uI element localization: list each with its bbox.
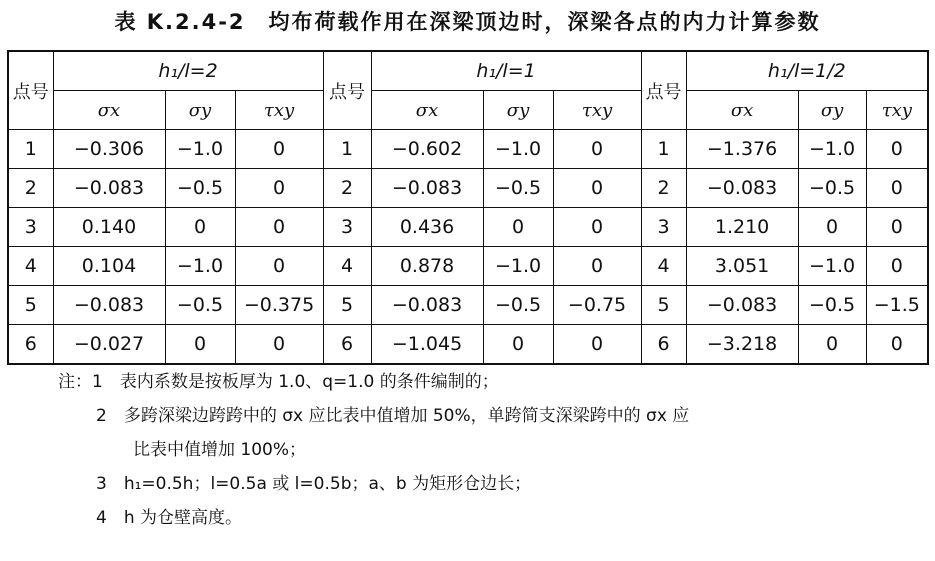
tau-xy-value: 0 (235, 130, 323, 169)
note-3: 3 h₁=0.5h；l=0.5a 或 l=0.5b；a、b 为矩形仓边长； (96, 474, 532, 494)
sub-header-tau-xy: τxy (866, 91, 928, 130)
tau-xy-value: 0 (235, 169, 323, 208)
sigma-x-value: −0.027 (53, 325, 165, 365)
sigma-x-value: 0.140 (53, 208, 165, 247)
sigma-x-value: −0.306 (53, 130, 165, 169)
point-number: 5 (641, 286, 686, 325)
tau-xy-value: 0 (235, 208, 323, 247)
sigma-y-value: −0.5 (798, 169, 866, 208)
header-row-groups (8, 51, 928, 91)
sigma-x-value: −0.083 (371, 169, 483, 208)
sigma-y-value: 0 (798, 325, 866, 365)
point-number: 2 (323, 169, 371, 208)
table-title: 表 K.2.4-2 均布荷载作用在深梁顶边时，深梁各点的内力计算参数 (114, 10, 821, 34)
point-number: 3 (8, 208, 53, 247)
sigma-y-value: −1.0 (483, 247, 553, 286)
tau-xy-value: −1.5 (866, 286, 928, 325)
table-row (8, 325, 928, 365)
table-row (8, 208, 928, 247)
point-number: 4 (323, 247, 371, 286)
sub-header-sigma-x: σx (53, 91, 165, 130)
point-number: 3 (641, 208, 686, 247)
sigma-x-value: 0.104 (53, 247, 165, 286)
sigma-y-value: −1.0 (483, 130, 553, 169)
point-header-2: 点号 (323, 51, 371, 130)
note-2: 2 多跨深梁边跨跨中的 σx 应比表中值增加 50%，单跨简支深梁跨中的 σx 应 (96, 406, 690, 426)
table-row (8, 169, 928, 208)
sub-header-tau-xy: τxy (553, 91, 641, 130)
point-number: 1 (8, 130, 53, 169)
point-number: 6 (8, 325, 53, 365)
tau-xy-value: 0 (235, 247, 323, 286)
table-row (8, 130, 928, 169)
tau-xy-value: 0 (553, 247, 641, 286)
table-row (8, 286, 928, 325)
point-number: 4 (8, 247, 53, 286)
sigma-x-value: −0.083 (686, 286, 798, 325)
sigma-x-value: 3.051 (686, 247, 798, 286)
sigma-y-value: −0.5 (483, 286, 553, 325)
sigma-y-value: −0.5 (798, 286, 866, 325)
group-header-1: h₁/l=2 (53, 51, 323, 91)
sub-header-sigma-y: σy (165, 91, 235, 130)
tau-xy-value: 0 (866, 130, 928, 169)
group-header-2: h₁/l=1 (371, 51, 641, 91)
tau-xy-value: 0 (553, 169, 641, 208)
sigma-x-value: 1.210 (686, 208, 798, 247)
tau-xy-value: 0 (866, 208, 928, 247)
point-number: 2 (641, 169, 686, 208)
tau-xy-value: 0 (553, 130, 641, 169)
tau-xy-value: −0.375 (235, 286, 323, 325)
tau-xy-value: 0 (866, 169, 928, 208)
sigma-y-value: 0 (798, 208, 866, 247)
point-number: 1 (641, 130, 686, 169)
sigma-x-value: −0.083 (53, 169, 165, 208)
note-2-continued: 比表中值增加 100%； (133, 440, 307, 460)
sigma-x-value: −0.602 (371, 130, 483, 169)
point-number: 6 (641, 325, 686, 365)
sigma-y-value: −1.0 (165, 247, 235, 286)
sigma-y-value: −1.0 (165, 130, 235, 169)
sigma-x-value: −0.083 (686, 169, 798, 208)
coefficient-table (7, 50, 929, 365)
sub-header-sigma-y: σy (483, 91, 553, 130)
tau-xy-value: 0 (866, 325, 928, 365)
sigma-x-value: −1.376 (686, 130, 798, 169)
notes-block (58, 365, 689, 535)
sigma-y-value: −1.0 (798, 247, 866, 286)
sigma-y-value: −0.5 (483, 169, 553, 208)
sub-header-sigma-x: σx (686, 91, 798, 130)
tau-xy-value: 0 (553, 325, 641, 365)
sub-header-sigma-y: σy (798, 91, 866, 130)
point-number: 5 (323, 286, 371, 325)
tau-xy-value: 0 (866, 247, 928, 286)
sigma-y-value: −0.5 (165, 169, 235, 208)
sigma-x-value: −1.045 (371, 325, 483, 365)
sigma-y-value: 0 (165, 208, 235, 247)
sigma-y-value: −0.5 (165, 286, 235, 325)
sigma-y-value: 0 (483, 325, 553, 365)
point-header-1: 点号 (8, 51, 53, 130)
point-number: 4 (641, 247, 686, 286)
sigma-x-value: −0.083 (371, 286, 483, 325)
sigma-y-value: 0 (483, 208, 553, 247)
sigma-x-value: −3.218 (686, 325, 798, 365)
group-header-3: h₁/l=1/2 (686, 51, 928, 91)
sigma-x-value: −0.083 (53, 286, 165, 325)
sub-header-tau-xy: τxy (235, 91, 323, 130)
sigma-y-value: −1.0 (798, 130, 866, 169)
note-1: 注：1 表内系数是按板厚为 1.0、q=1.0 的条件编制的； (58, 372, 499, 392)
tau-xy-value: 0 (235, 325, 323, 365)
point-header-3: 点号 (641, 51, 686, 130)
tau-xy-value: −0.75 (553, 286, 641, 325)
tau-xy-value: 0 (553, 208, 641, 247)
sigma-y-value: 0 (165, 325, 235, 365)
point-number: 6 (323, 325, 371, 365)
sigma-x-value: 0.878 (371, 247, 483, 286)
point-number: 1 (323, 130, 371, 169)
point-number: 3 (323, 208, 371, 247)
note-4: 4 h 为仓壁高度。 (96, 508, 242, 528)
point-number: 2 (8, 169, 53, 208)
sub-header-sigma-x: σx (371, 91, 483, 130)
header-row-stress (8, 91, 928, 130)
sigma-x-value: 0.436 (371, 208, 483, 247)
point-number: 5 (8, 286, 53, 325)
table-row (8, 247, 928, 286)
